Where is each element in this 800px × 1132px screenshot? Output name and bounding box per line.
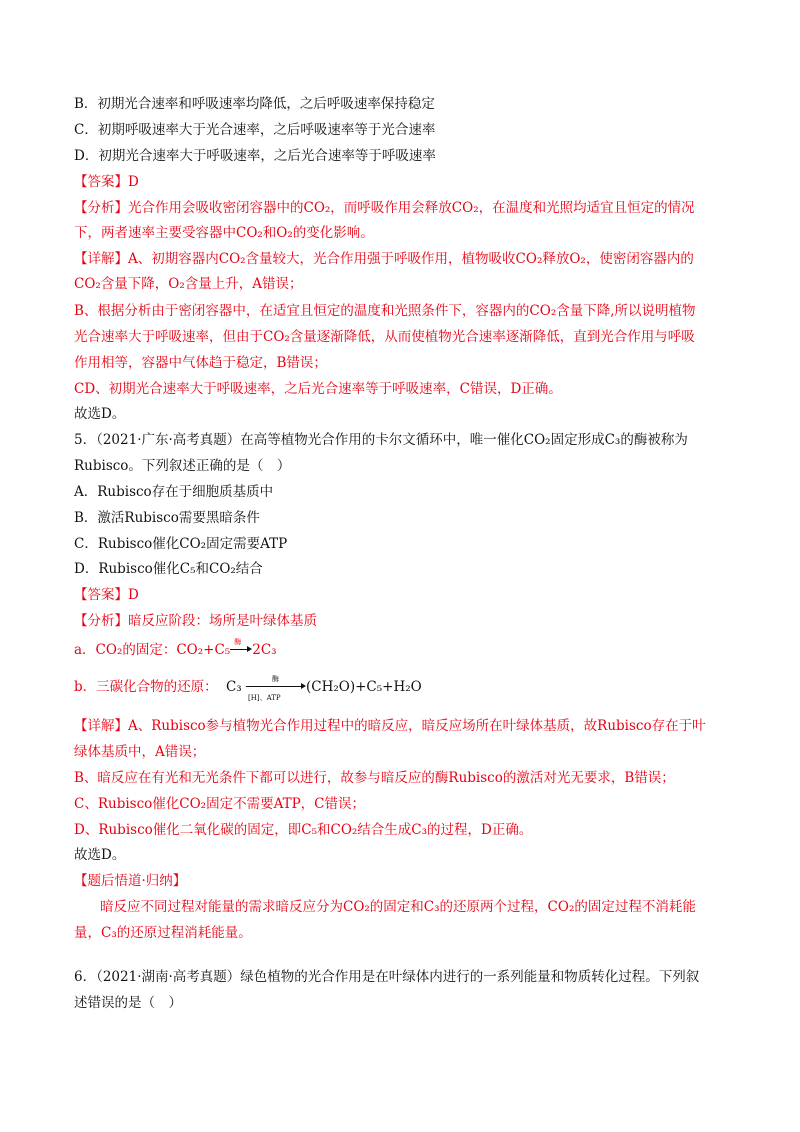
q5-option-d: D．Rubisco催化C₅和CO₂结合	[74, 561, 263, 577]
q5-option-c: C．Rubisco催化CO₂固定需要ATP	[74, 536, 288, 552]
q5-choose: 故选D。	[74, 847, 126, 863]
q6-stem-line-2: 述错误的是（ ）	[74, 995, 182, 1011]
q4-option-d: D．初期光合速率大于呼吸速率，之后光合速率等于呼吸速率	[74, 148, 436, 164]
q4-analysis-line-2: 下，两者速率主要受容器中CO₂和O₂的变化影响。	[74, 225, 374, 241]
q4-detail-line-3: B、根据分析由于密闭容器中，在适宜且恒定的温度和光照条件下，容器内的CO₂含量下降,所以说明植物	[74, 303, 696, 319]
q4-detail-line-5: 作用相等，容器中气体趋于稳定，B错误；	[74, 355, 327, 371]
enzyme-label: 酶	[234, 638, 242, 646]
reaction-arrow	[246, 675, 306, 702]
q5-detail-line-3: B、暗反应在有光和无光条件下都可以进行，故参与暗反应的酶Rubisco的激活对光无要求，B错误；	[74, 770, 675, 786]
q4-detail-line-2: CO₂含量下降，O₂含量上升，A错误；	[74, 276, 303, 292]
q5-summary-line-2: 量，C₃的还原过程消耗能量。	[74, 925, 252, 941]
equation-b-product: (CH₂O)+C₅+H₂O	[306, 679, 422, 695]
condition-label: [H]、ATP	[248, 694, 281, 702]
q5-equation-b	[74, 675, 422, 702]
q5-analysis: 【分析】暗反应阶段：场所是叶绿体基质	[74, 613, 317, 629]
q4-choose: 故选D。	[74, 406, 126, 422]
q5-answer: 【答案】D	[74, 587, 139, 603]
q5-detail-line-1: 【详解】A、Rubisco参与植物光合作用过程中的暗反应，暗反应场所在叶绿体基质，故Rubisco存在于叶	[74, 718, 706, 734]
equation-a-product: 2C₃	[252, 642, 277, 658]
enzyme-label: 酶	[272, 675, 279, 683]
q4-detail-line-1: 【详解】A、初期容器内CO₂含量较大，光合作用强于呼吸作用，植物吸收CO₂释放O₂，使密闭容器内的	[74, 251, 694, 267]
equation-a-prefix: a．CO₂的固定：CO₂+C₅	[74, 642, 231, 658]
q5-stem-line-1: 5．（2021·广东·高考真题）在高等植物光合作用的卡尔文循环中，唯一催化CO₂固定形成C₃的酶被称为	[74, 432, 688, 448]
q5-detail-line-5: D、Rubisco催化二氧化碳的固定，即C₅和CO₂结合生成C₃的过程，D正确。	[74, 822, 533, 838]
q5-detail-line-2: 绿体基质中，A错误；	[74, 744, 206, 760]
q5-equation-a	[74, 640, 277, 660]
q6-stem-line-1: 6．（2021·湖南·高考真题）绿色植物的光合作用是在叶绿体内进行的一系列能量和物质转化过程。下列叙	[74, 969, 700, 985]
q4-option-b: B．初期光合速率和呼吸速率均降低，之后呼吸速率保持稳定	[74, 96, 435, 112]
q5-option-b: B．激活Rubisco需要黑暗条件	[74, 510, 260, 526]
q5-summary-title: 【题后悟道·归纳】	[74, 873, 187, 889]
q4-option-c: C．初期呼吸速率大于光合速率，之后呼吸速率等于光合速率	[74, 122, 436, 138]
q5-stem-line-2: Rubisco。下列叙述正确的是（ ）	[74, 458, 291, 474]
equation-b-prefix: b．三碳化合物的还原：	[74, 679, 218, 695]
q5-summary-line-1: 暗反应不同过程对能量的需求暗反应分为CO₂的固定和C₃的还原两个过程，CO₂的固定过程不消耗能	[100, 899, 696, 915]
q4-answer: 【答案】D	[74, 174, 139, 190]
q4-analysis-line-1: 【分析】光合作用会吸收密闭容器中的CO₂，而呼吸作用会释放CO₂，在温度和光照均适宜且恒定的情况	[74, 200, 695, 216]
q5-option-a: A．Rubisco存在于细胞质基质中	[74, 484, 274, 500]
q5-detail-line-4: C、Rubisco催化CO₂固定不需要ATP，C错误；	[74, 796, 366, 812]
equation-b-reactant: C₃	[225, 679, 242, 695]
q4-detail-line-6: CD、初期光合速率大于呼吸速率，之后光合速率等于呼吸速率，C错误，D正确。	[74, 381, 562, 397]
q4-detail-line-4: 光合速率大于呼吸速率，但由于CO₂含量逐渐降低，从而使植物光合速率逐渐降低，直到光合作用与呼吸	[74, 329, 695, 345]
reaction-arrow	[230, 638, 252, 655]
